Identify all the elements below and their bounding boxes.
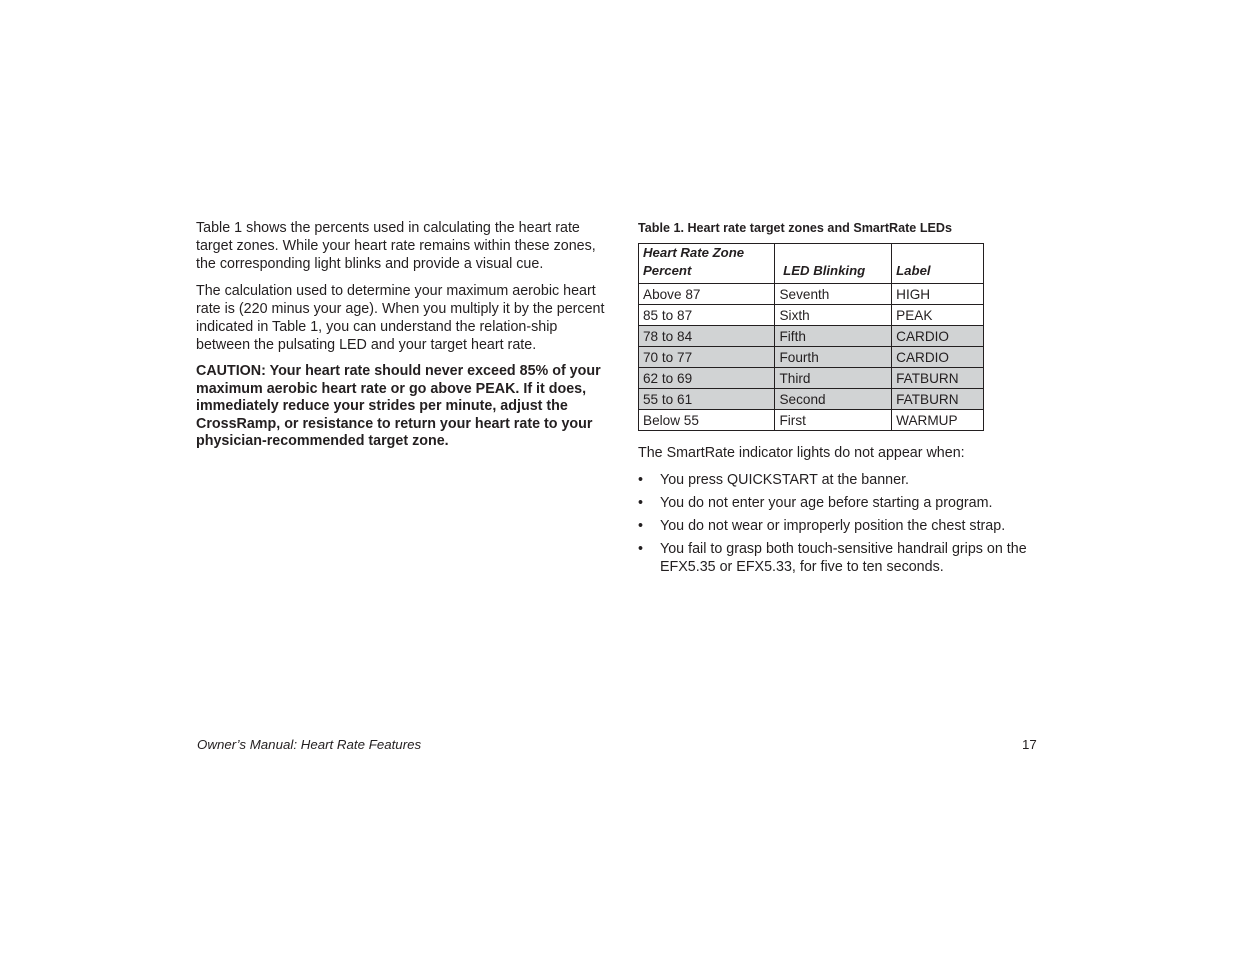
table-body bbox=[639, 284, 984, 431]
cell-percent: 78 to 84 bbox=[639, 326, 775, 347]
cell-led: Fifth bbox=[775, 326, 892, 347]
cell-label: CARDIO bbox=[892, 347, 984, 368]
list-item-text: You fail to grasp both touch-sensitive handrail grips on the EFX5.35 or EFX5.33, for five to ten seconds. bbox=[660, 541, 1027, 575]
calculation-paragraph: The calculation used to determine your maximum aerobic heart rate is (220 minus your age). When you multiply it by the percent indicated in Table 1, you can understand the relation-ship between the pulsating LED and your target heart rate. bbox=[196, 283, 605, 353]
bullet-icon: • bbox=[638, 541, 644, 557]
table-row bbox=[639, 305, 984, 326]
list-item bbox=[638, 494, 1030, 512]
bullet-icon: • bbox=[638, 518, 644, 534]
header-led-label: LED Blinking bbox=[783, 263, 866, 278]
table-row bbox=[639, 389, 984, 410]
header-percent bbox=[639, 244, 775, 284]
table-header-row bbox=[639, 244, 984, 284]
list-item bbox=[638, 540, 1030, 576]
list-item-text: You do not wear or improperly position the chest strap. bbox=[660, 518, 1006, 534]
right-column bbox=[638, 219, 1058, 581]
cell-label: HIGH bbox=[892, 284, 984, 305]
cell-percent: 85 to 87 bbox=[639, 305, 775, 326]
page-number: 17 bbox=[1022, 737, 1037, 752]
cell-label: FATBURN bbox=[892, 368, 984, 389]
cell-label: PEAK bbox=[892, 305, 984, 326]
caution-text: CAUTION: Your heart rate should never exceed 85% of your maximum aerobic heart rate or go above PEAK. If it does, immediately reduce your strides per minute, adjust the CrossRamp, or resistance to return your heart rate to your physician-recommended target zone. bbox=[196, 363, 601, 449]
smartrate-intro: The SmartRate indicator lights do not appear when: bbox=[638, 445, 965, 461]
cell-led: Fourth bbox=[775, 347, 892, 368]
footer-title: Owner’s Manual: Heart Rate Features bbox=[197, 737, 422, 752]
cell-percent: 62 to 69 bbox=[639, 368, 775, 389]
cell-percent: Above 87 bbox=[639, 284, 775, 305]
left-column bbox=[196, 219, 606, 465]
table-row bbox=[639, 368, 984, 389]
list-item bbox=[638, 517, 1030, 535]
table-row bbox=[639, 326, 984, 347]
header-led bbox=[775, 244, 892, 284]
cell-percent: Below 55 bbox=[639, 410, 775, 431]
conditions-list bbox=[638, 471, 1058, 576]
cell-label: CARDIO bbox=[892, 326, 984, 347]
bullet-icon: • bbox=[638, 495, 644, 511]
list-item-text: You do not enter your age before starting a program. bbox=[660, 495, 993, 511]
table-row bbox=[639, 347, 984, 368]
header-percent-line2: Percent bbox=[643, 263, 692, 278]
cell-label: FATBURN bbox=[892, 389, 984, 410]
intro-paragraph: Table 1 shows the percents used in calculating the heart rate target zones. While your heart rate remains within these zones, the corresponding light blinks and provide a visual cue. bbox=[196, 220, 596, 272]
cell-led: First bbox=[775, 410, 892, 431]
table-row bbox=[639, 410, 984, 431]
list-item-text: You press QUICKSTART at the banner. bbox=[660, 472, 910, 488]
cell-led: Seventh bbox=[775, 284, 892, 305]
list-item bbox=[638, 471, 1030, 489]
cell-percent: 70 to 77 bbox=[639, 347, 775, 368]
cell-led: Second bbox=[775, 389, 892, 410]
heart-rate-zones-table bbox=[638, 243, 984, 431]
cell-label: WARMUP bbox=[892, 410, 984, 431]
header-label: Label bbox=[892, 244, 984, 284]
cell-led: Third bbox=[775, 368, 892, 389]
table-row bbox=[639, 284, 984, 305]
header-percent-line1: Heart Rate Zone bbox=[643, 245, 745, 260]
cell-percent: 55 to 61 bbox=[639, 389, 775, 410]
cell-led: Sixth bbox=[775, 305, 892, 326]
table-caption: Table 1. Heart rate target zones and SmartRate LEDs bbox=[638, 221, 953, 235]
bullet-icon: • bbox=[638, 472, 644, 488]
